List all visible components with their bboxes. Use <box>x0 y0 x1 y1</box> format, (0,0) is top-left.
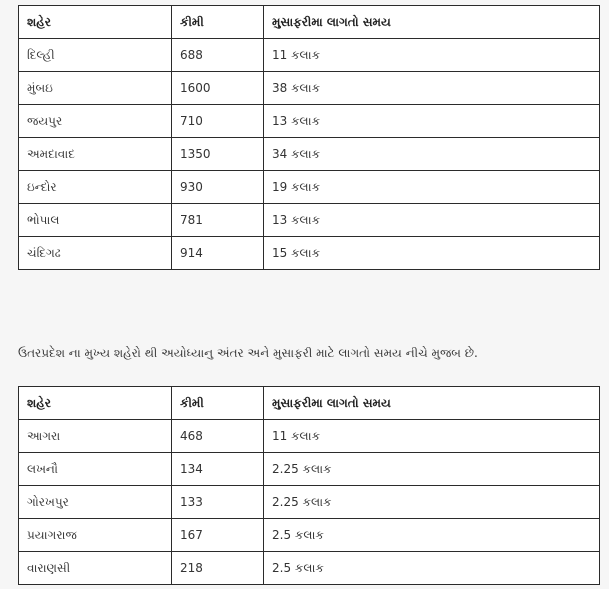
table-row <box>19 237 600 270</box>
cell-km: 710 <box>172 105 264 138</box>
cell-km: 781 <box>172 204 264 237</box>
cell-km: 133 <box>172 486 264 519</box>
table-row <box>19 453 600 486</box>
cell-km: 1350 <box>172 138 264 171</box>
table-row <box>19 519 600 552</box>
cell-time: 13 કલાક <box>264 204 600 237</box>
table-header-row <box>19 6 600 39</box>
table-row <box>19 39 600 72</box>
cell-km: 167 <box>172 519 264 552</box>
table-header-row <box>19 387 600 420</box>
table-row <box>19 204 600 237</box>
intro-paragraph: ઉતરપ્રદેશ ના મુખ્ય શહેરો થી અયોધ્યાનુ અંતર અને મુસાફરી માટે લાગતો સમય નીચે મુજબ છે. <box>18 346 478 360</box>
cell-time: 2.5 કલાક <box>264 552 600 585</box>
table-row <box>19 138 600 171</box>
cell-time: 11 કલાક <box>264 420 600 453</box>
header-city: શહેર <box>19 387 172 420</box>
city-distance-table <box>18 5 600 270</box>
cell-km: 134 <box>172 453 264 486</box>
cell-city: ચંદિગઢ <box>19 237 172 270</box>
header-travel-time: મુસાફરીમા લાગતો સમય <box>264 6 600 39</box>
cell-time: 2.25 કલાક <box>264 486 600 519</box>
table-row <box>19 420 600 453</box>
cell-city: ઇન્દોર <box>19 171 172 204</box>
cell-city: અમદાવાદ <box>19 138 172 171</box>
cell-time: 38 કલાક <box>264 72 600 105</box>
header-km: કીમી <box>172 387 264 420</box>
cell-km: 218 <box>172 552 264 585</box>
cell-city: જયપુર <box>19 105 172 138</box>
cell-time: 11 કલાક <box>264 39 600 72</box>
header-travel-time: મુસાફરીમા લાગતો સમય <box>264 387 600 420</box>
cell-km: 930 <box>172 171 264 204</box>
cell-time: 15 કલાક <box>264 237 600 270</box>
cell-city: આગરા <box>19 420 172 453</box>
cell-city: મુંબઇ <box>19 72 172 105</box>
table-row <box>19 105 600 138</box>
header-km: કીમી <box>172 6 264 39</box>
cell-city: ગોરખપુર <box>19 486 172 519</box>
cell-km: 468 <box>172 420 264 453</box>
cell-time: 13 કલાક <box>264 105 600 138</box>
table-row <box>19 171 600 204</box>
cell-city: ભોપાલ <box>19 204 172 237</box>
cell-time: 34 કલાક <box>264 138 600 171</box>
cell-time: 2.5 કલાક <box>264 519 600 552</box>
cell-city: વારાણસી <box>19 552 172 585</box>
cell-km: 688 <box>172 39 264 72</box>
table-row <box>19 72 600 105</box>
cell-time: 19 કલાક <box>264 171 600 204</box>
table-row <box>19 552 600 585</box>
table-row <box>19 486 600 519</box>
cell-city: પ્રયાગરાજ <box>19 519 172 552</box>
cell-km: 1600 <box>172 72 264 105</box>
cell-km: 914 <box>172 237 264 270</box>
header-city: શહેર <box>19 6 172 39</box>
up-city-distance-table <box>18 386 600 585</box>
cell-city: દિલ્હી <box>19 39 172 72</box>
cell-time: 2.25 કલાક <box>264 453 600 486</box>
cell-city: લખનૌ <box>19 453 172 486</box>
